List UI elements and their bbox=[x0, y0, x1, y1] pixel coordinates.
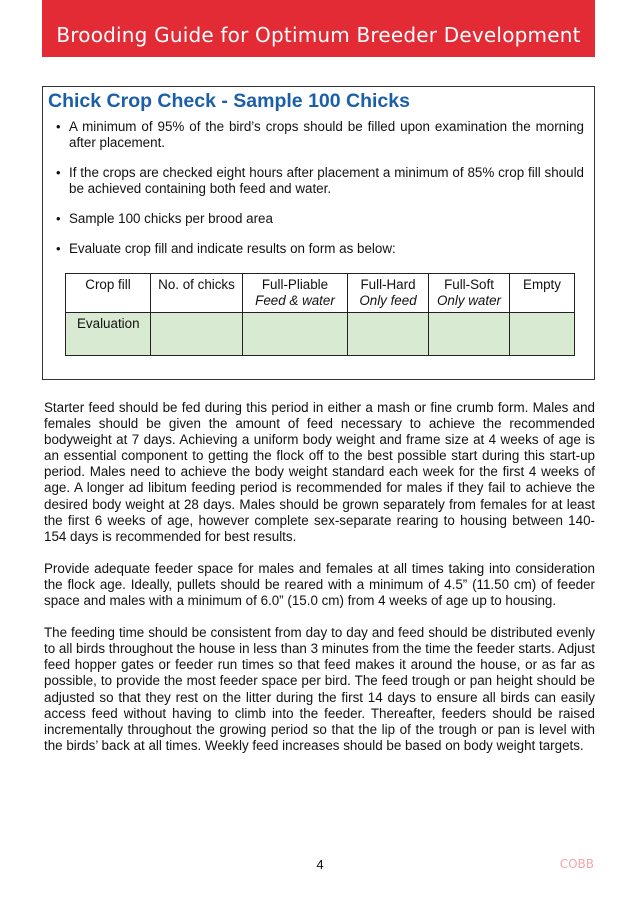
table-header-row bbox=[66, 274, 575, 313]
crop-fill-table bbox=[65, 273, 575, 356]
header-banner bbox=[42, 0, 595, 57]
evaluation-cell bbox=[348, 313, 429, 356]
crop-check-box bbox=[42, 86, 595, 380]
header-full-soft-sub: Only water bbox=[437, 293, 501, 308]
header-full-hard: Full-Hard Only feed bbox=[348, 274, 429, 313]
evaluation-label: Evaluation bbox=[66, 313, 151, 356]
brand-logo-text: COBB bbox=[559, 857, 594, 871]
evaluation-row bbox=[66, 313, 575, 356]
header-full-hard-sub: Only feed bbox=[359, 293, 417, 308]
body-text bbox=[44, 400, 595, 770]
crop-check-title: Chick Crop Check - Sample 100 Chicks bbox=[48, 90, 410, 112]
evaluation-cell bbox=[429, 313, 510, 356]
bullet-item: • Sample 100 chicks per brood area bbox=[43, 211, 594, 227]
header-no-of-chicks: No. of chicks bbox=[151, 274, 243, 313]
header-full-soft: Full-Soft Only water bbox=[429, 274, 510, 313]
body-paragraph: Provide adequate feeder space for males and females at all times taking into consideration the flock age. Ideally, pullets should be reared with a minimum of 4.5” (11.50 cm) of feeder space and males with a minimum of 6.0” (15.0 cm) from 4 weeks of age up to housing. bbox=[44, 560, 595, 609]
bullet-item: • If the crops are checked eight hours after placement a minimum of 85% crop fill should be achieved containing both feed and water. bbox=[43, 165, 594, 197]
header-empty: Empty bbox=[510, 274, 575, 313]
body-paragraph: The feeding time should be consistent from day to day and feed should be distributed evenly to all birds throughout the house in less than 3 minutes from the time the feeder starts. Adjust feed hopper gates or feeder run times so that feed makes it around the house, or as far as possible, to provide the most feeder space per bird. The feed trough or pan height should be adjusted so that they rest on the litter during the first 14 days to ensure all birds can easily access feed without having to climb into the feeder. Thereafter, feeders should be raised incrementally throughout the growing period so that the lip of the trough or pan is level with the birds’ back at all times. Weekly feed increases should be based on body weight targets. bbox=[44, 625, 595, 753]
header-full-pliable: Full-Pliable Feed & water bbox=[243, 274, 348, 313]
body-paragraph: Starter feed should be fed during this period in either a mash or fine crumb form. Males and females should be given the amount of feed necessary to achieve the recommended bodyweight at 7 days. Achieving a uniform body weight and frame size at 4 weeks of age is an essential component to getting the flock off to the best possible start during this start-up period. Males need to achieve the body weight standard each week for the first 4 weeks of age. A longer ad libitum feeding period is recommended for males if they fail to achieve the desired body weight at 28 days. Males should be grown separately from females for at least the first 6 weeks of age, however complete sex-separate rearing to housing between 140-154 days is recommended for best results. bbox=[44, 400, 595, 544]
evaluation-cell bbox=[243, 313, 348, 356]
header-full-pliable-sub: Feed & water bbox=[255, 293, 335, 308]
header-crop-fill: Crop fill bbox=[66, 274, 151, 313]
evaluation-cell bbox=[151, 313, 243, 356]
page-number: 4 bbox=[316, 857, 324, 872]
evaluation-cell bbox=[510, 313, 575, 356]
crop-check-bullet-list bbox=[43, 119, 594, 257]
bullet-item: • A minimum of 95% of the bird’s crops should be filled upon examination the morning after placement. bbox=[43, 119, 594, 151]
header-title: Brooding Guide for Optimum Breeder Development bbox=[56, 23, 581, 47]
bullet-item: • Evaluate crop fill and indicate results on form as below: bbox=[43, 241, 594, 257]
